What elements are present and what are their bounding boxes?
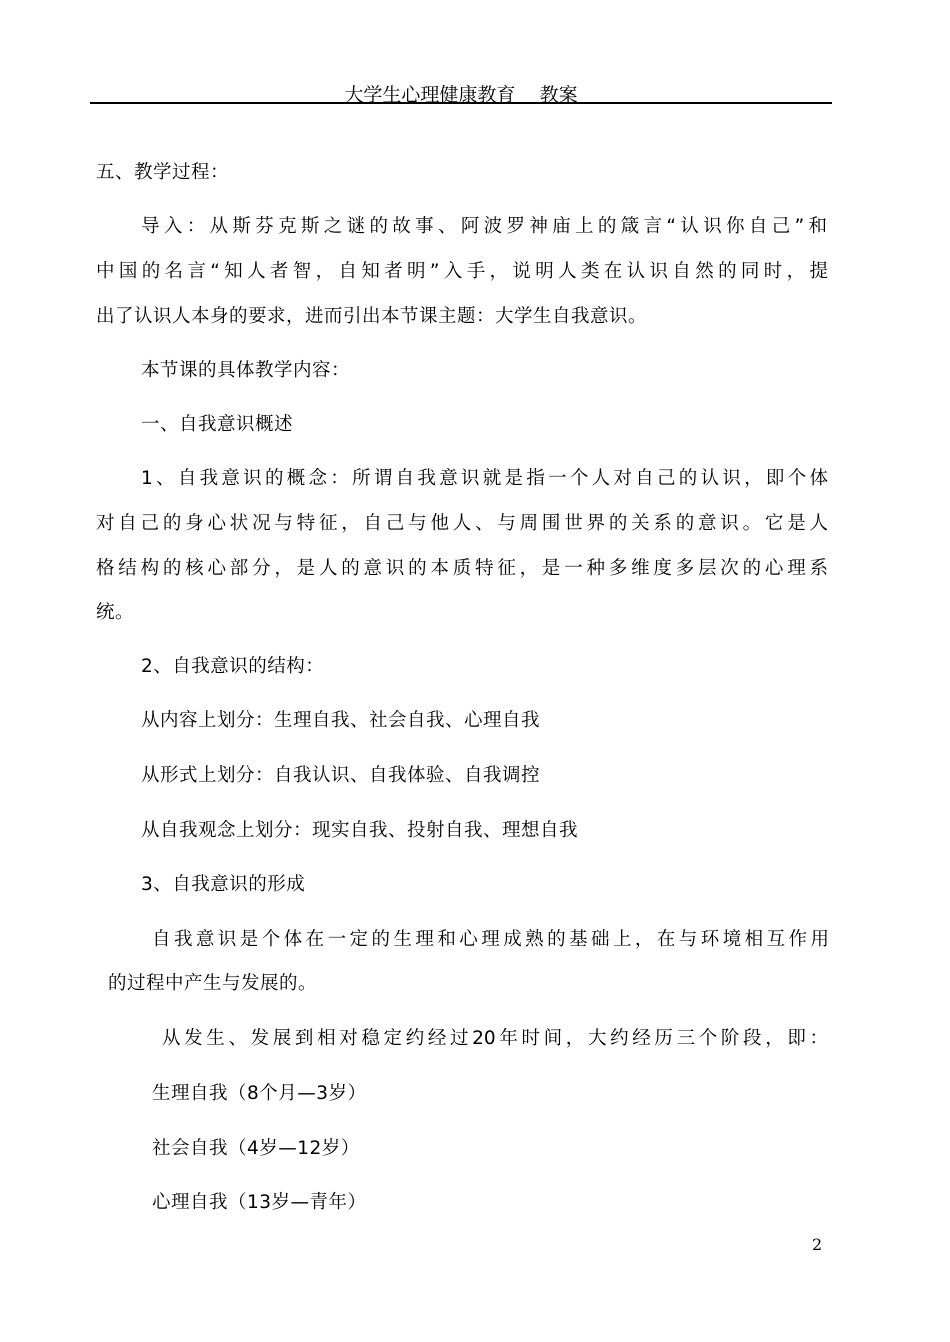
concept-line-1: 1、自我意识的概念：所谓自我意识就是指一个人对自己的认识，即个体 <box>141 468 828 489</box>
header-rule <box>90 102 832 104</box>
intro-line-3: 出了认识人本身的要求，进而引出本节课主题：大学生自我意识。 <box>96 306 648 327</box>
structure-item: 从内容上划分：生理自我、社会自我、心理自我 <box>141 710 541 731</box>
concept-line-3: 格结构的核心部分，是人的意识的本质特征，是一种多维度多层次的心理系 <box>96 558 828 579</box>
structure-heading: 2、自我意识的结构： <box>141 656 325 677</box>
stage-item: 社会自我（4岁—12岁） <box>152 1138 360 1159</box>
section-heading: 五、教学过程： <box>96 162 230 183</box>
intro-line-2: 中国的名言“知人者智，自知者明”入手，说明人类在认识自然的同时，提 <box>96 261 828 282</box>
structure-item: 从形式上划分：自我认识、自我体验、自我调控 <box>141 765 541 786</box>
formation-line-2: 的过程中产生与发展的。 <box>108 973 318 994</box>
concept-line-4: 统。 <box>96 602 135 623</box>
page-number: 2 <box>812 1235 823 1254</box>
running-header: 大学生心理健康教育 教案 <box>344 84 578 106</box>
stage-item: 生理自我（8个月—3岁） <box>152 1083 367 1104</box>
content-intro: 本节课的具体教学内容： <box>141 360 351 381</box>
stages-intro: 从发生、发展到相对稳定约经过20年时间，大约经历三个阶段，即： <box>162 1028 828 1049</box>
formation-line-1: 自我意识是个体在一定的生理和心理成熟的基础上，在与环境相互作用 <box>152 929 829 950</box>
formation-heading: 3、自我意识的形成 <box>141 874 306 895</box>
structure-item: 从自我观念上划分：现实自我、投射自我、理想自我 <box>141 820 579 841</box>
intro-line-1: 导入：从斯芬克斯之谜的故事、阿波罗神庙上的箴言“认识你自己”和 <box>141 216 827 237</box>
concept-line-2: 对自己的身心状况与特征，自己与他人、与周围世界的关系的意识。它是人 <box>96 513 828 534</box>
stage-item: 心理自我（13岁—青年） <box>152 1192 367 1213</box>
part1-heading: 一、自我意识概述 <box>141 414 294 435</box>
